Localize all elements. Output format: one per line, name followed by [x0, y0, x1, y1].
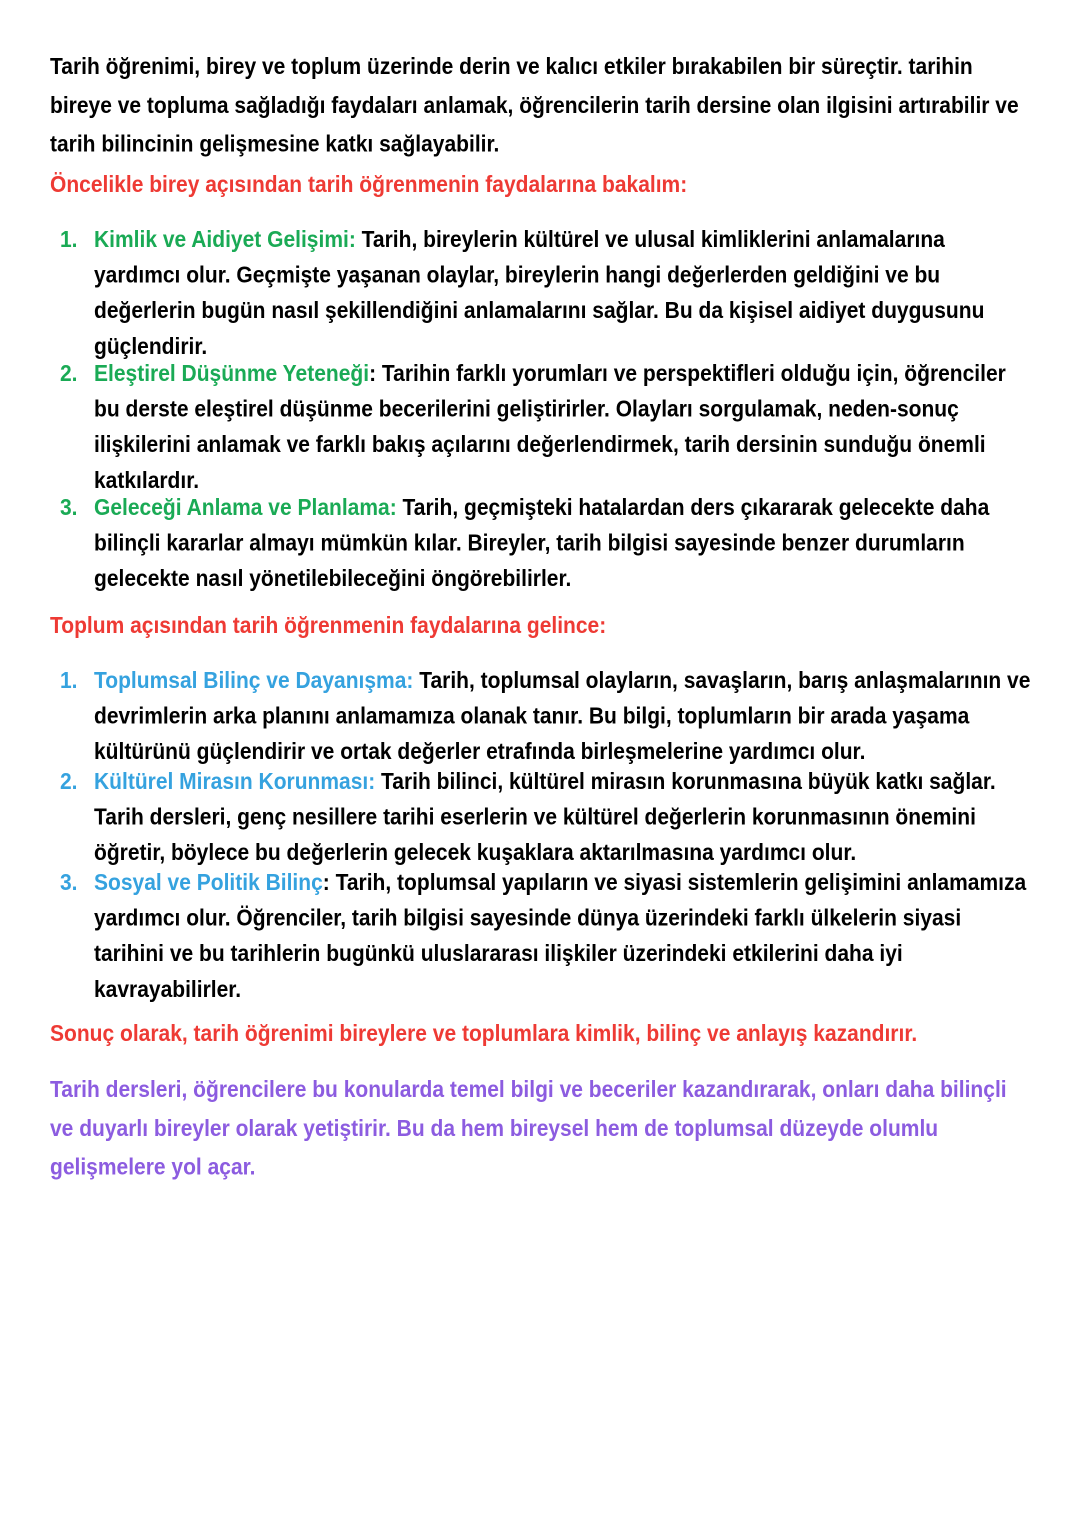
item-text: : Tarihin farklı yorumları ve perspektifleri olduğu için, öğrenciler bu derste eleştirel düşünme becerilerini geliştirirler. Olayları sorgulamak, neden-sonuç ilişkilerini anlamak ve farklı bakış açılarını değerlendirmek, tarih dersinin sunduğu önemli katkılardır.	[94, 361, 1006, 494]
individual-benefits-list	[50, 222, 1035, 592]
item-text: Tarih bilinci, kültürel mirasın korunmasına büyük katkı sağlar. Tarih dersleri, genç nesillere tarihi eserlerin ve kültürel değerlerin korunmasının önemini öğretir, böylece bu değerlerin gelecek kuşaklara aktarılmasına yardımcı olur.	[94, 769, 996, 866]
item-number: 1.	[60, 227, 78, 253]
document-page	[50, 48, 1035, 1179]
item-term: Toplumsal Bilinç ve Dayanışma:	[94, 668, 414, 694]
list-item	[50, 663, 1035, 770]
item-number: 2.	[60, 769, 78, 795]
list-item	[50, 222, 1035, 365]
final-paragraph: Tarih dersleri, öğrencilere bu konularda temel bilgi ve beceriler kazandırarak, onları daha bilinçli ve duyarlı bireyler olarak yetiştirir. Bu da hem bireysel hem de toplumsal düzeyde olumlu gelişmelere yol açar.	[50, 1077, 1007, 1181]
list-item	[50, 490, 1035, 597]
item-text: : Tarih, toplumsal yapıların ve siyasi sistemlerin gelişimini anlamamıza yardımcı olur. Öğrenciler, tarih bilgisi sayesinde dünya üzerindeki farklı ülkelerin siyasi tarihini ve bu tarihlerin bugünkü uluslararası ilişkiler üzerindeki etkilerini daha iyi kavrayabilirler.	[94, 870, 1027, 1003]
item-text: Tarih, bireylerin kültürel ve ulusal kimliklerini anlamalarına yardımcı olur. Geçmişte yaşanan olaylar, bireylerin hangi değerlerden geldiğini ve bu değerlerin bugün nasıl şekillendiğini anlamalarını sağlar. Bu da kişisel aidiyet duygusunu güçlendirir.	[94, 227, 985, 360]
item-term: Geleceği Anlama ve Planlama:	[94, 495, 397, 521]
item-text: Tarih, geçmişteki hatalardan ders çıkararak gelecekte daha bilinçli kararlar almayı mümkün kılar. Bireyler, tarih bilgisi sayesinde benzer durumların gelecekte nasıl yönetilebileceğini öngörebilirler.	[94, 495, 990, 592]
item-term: Kimlik ve Aidiyet Gelişimi:	[94, 227, 356, 253]
list-item	[50, 865, 1035, 1008]
item-term: Sosyal ve Politik Bilinç	[94, 870, 323, 896]
list-item	[50, 356, 1035, 499]
item-term: Kültürel Mirasın Korunması:	[94, 769, 376, 795]
item-number: 1.	[60, 668, 78, 694]
intro-paragraph: Tarih öğrenimi, birey ve toplum üzerinde derin ve kalıcı etkiler bırakabilen bir süreçtir. tarihin bireye ve topluma sağladığı faydaları anlamak, öğrencilerin tarih dersine olan ilgisini artırabilir ve tarih bilincinin gelişmesine katkı sağlayabilir.	[50, 54, 1019, 158]
list-item	[50, 764, 1035, 871]
item-term: Eleştirel Düşünme Yeteneği	[94, 361, 370, 387]
item-number: 3.	[60, 495, 78, 521]
item-number: 3.	[60, 870, 78, 896]
item-text: Tarih, toplumsal olayların, savaşların, barış anlaşmalarının ve devrimlerin arka planını anlamamıza olanak tanır. Bu bilgi, toplumların bir arada yaşama kültürünü güçlendirir ve ortak değerler etrafında birleşmelerine yardımcı olur.	[94, 668, 1031, 765]
society-benefits-list	[50, 663, 1035, 1003]
society-heading: Toplum açısından tarih öğrenmenin faydalarına gelince:	[50, 613, 607, 639]
individual-heading: Öncelikle birey açısından tarih öğrenmenin faydalarına bakalım:	[50, 172, 688, 198]
item-number: 2.	[60, 361, 78, 387]
conclusion-paragraph: Sonuç olarak, tarih öğrenimi bireylere ve toplumlara kimlik, bilinç ve anlayış kazandırır.	[50, 1021, 918, 1047]
